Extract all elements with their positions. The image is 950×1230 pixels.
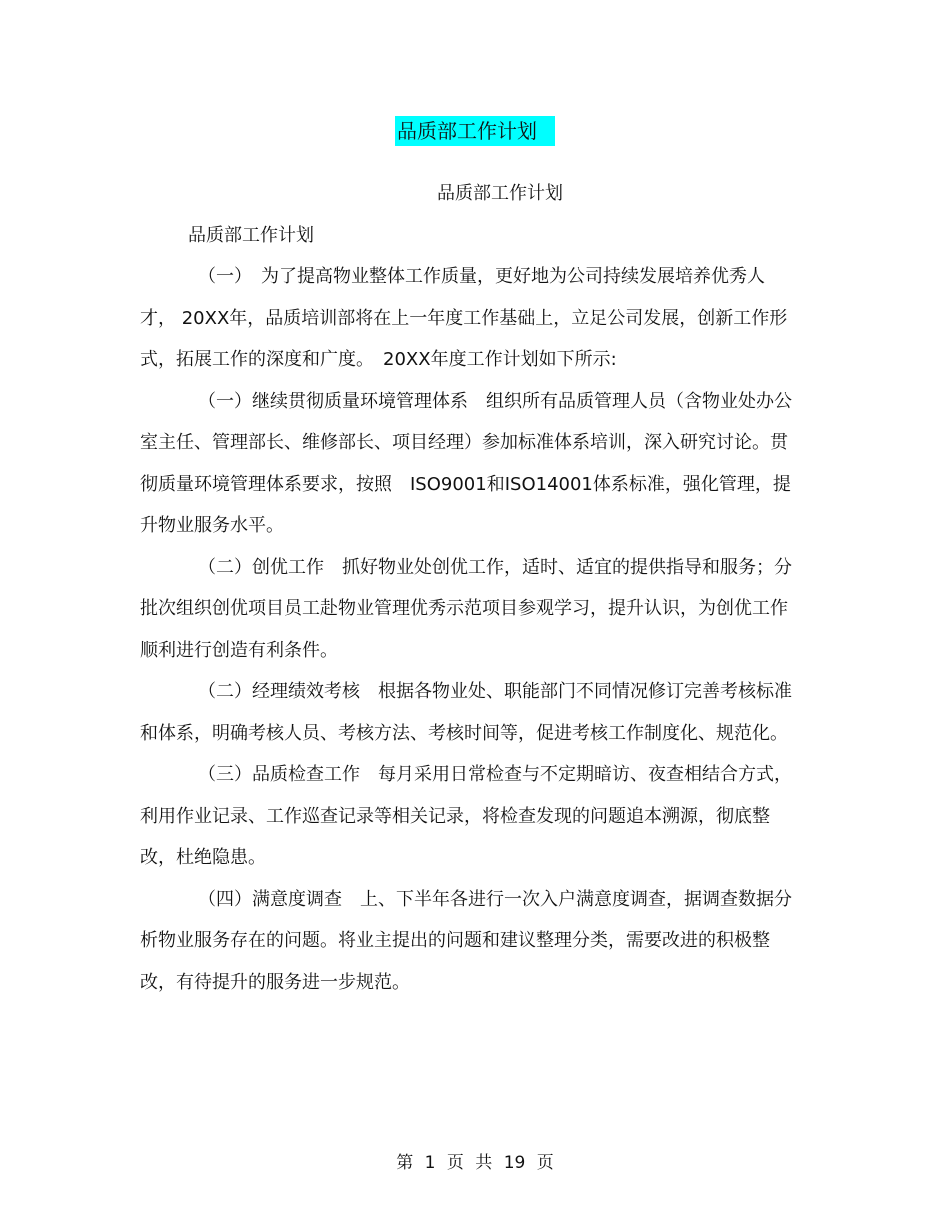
paragraph-manager-assessment: （二）经理绩效考核 根据各物业处、职能部门不同情况修订完善考核标准和体系，明确考核人员、考核方法、考核时间等，促进考核工作制度化、规范化。 (140, 681, 792, 744)
page-footer (0, 1150, 950, 1176)
paragraph-quality-system: （一）继续贯彻质量环境管理体系 组织所有品质管理人员（含物业处办公室主任、管理部长、维修部长、项目经理）参加标准体系培训，深入研究讨论。贯彻质量环境管理体系要求，按照 ISO9001和ISO14001体系标准，强化管理，提升物业服务水平。 (140, 390, 792, 536)
document-title (0, 116, 950, 146)
paragraph-quality-inspection: （三）品质检查工作 每月采用日常检查与不定期暗访、夜查相结合方式，利用作业记录、工作巡查记录等相关记录，将检查发现的问题追本溯源，彻底整改，杜绝隐患。 (140, 764, 792, 868)
section-heading: 品质部工作计划 (188, 224, 314, 246)
paragraph-excellence-work: （二）创优工作 抓好物业处创优工作，适时、适宜的提供指导和服务；分批次组织创优项目员工赴物业管理优秀示范项目参观学习，提升认识，为创优工作顺利进行创造有利条件。 (140, 556, 792, 661)
highlighted-title: 品质部工作计划 (395, 116, 555, 146)
page-number: 第 1 页 共 19 页 (396, 1153, 554, 1173)
document-body (140, 173, 800, 1003)
document-subtitle: 品质部工作计划 (437, 183, 563, 204)
paragraph-intro: （一） 为了提高物业整体工作质量，更好地为公司持续发展培养优秀人才， 20XX年，品质培训部将在上一年度工作基础上，立足公司发展，创新工作形式，拓展工作的深度和广度。 20XX年度工作计划如下所示: (140, 266, 788, 370)
paragraph-satisfaction-survey: （四）满意度调查 上、下半年各进行一次入户满意度调查，据调查数据分析物业服务存在的问题。将业主提出的问题和建议整理分类，需要改进的积极整改，有待提升的服务进一步规范。 (140, 888, 792, 993)
